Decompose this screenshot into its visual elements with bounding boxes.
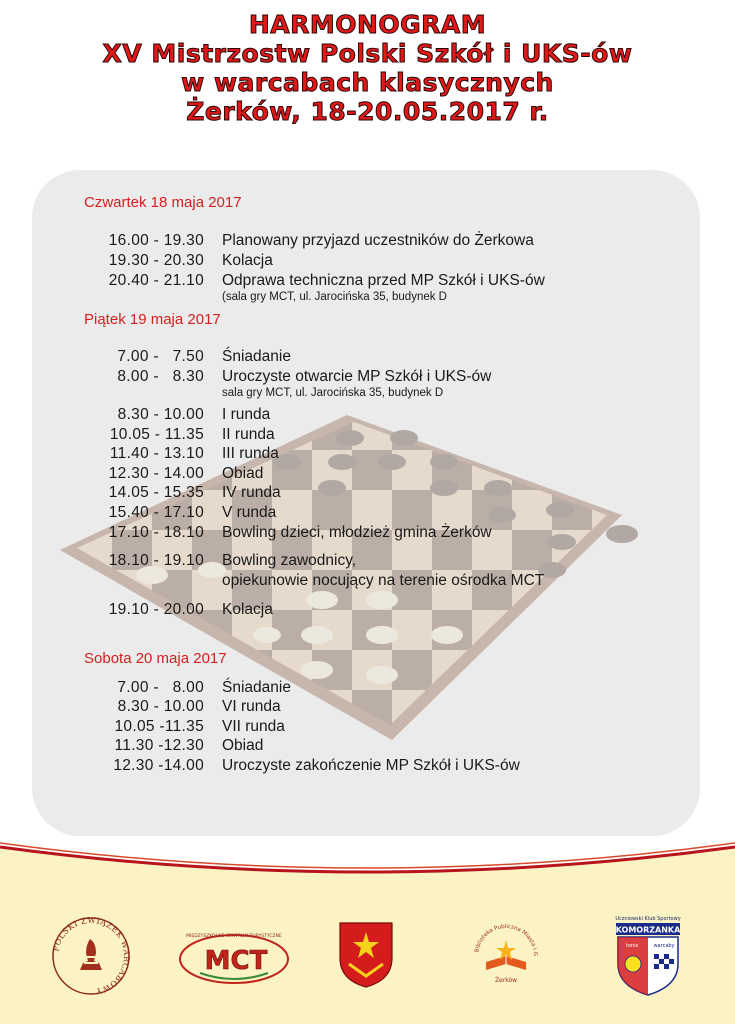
mct-subtitle: MIĘDZYSZKOLNE CENTRUM TURYSTYCZNE	[186, 934, 282, 939]
time-range: 8.00 - 8.30	[117, 368, 204, 385]
title-line-1: HARMONOGRAM	[248, 10, 487, 39]
activity: VI runda	[222, 698, 281, 715]
activity: Bowling zawodnicy,	[222, 552, 357, 569]
time-range: 18.10 - 19.10	[108, 552, 204, 569]
schedule-row	[32, 679, 700, 699]
activity: Bowling dzieci, młodzież gmina Żerków	[222, 524, 492, 541]
mct-logo[interactable]	[178, 925, 290, 987]
activity: III runda	[222, 445, 279, 462]
time-range: 8.30 - 10.00	[117, 406, 204, 423]
schedule-row	[32, 504, 700, 524]
schedule-row	[32, 737, 700, 757]
mct-wordmark: MCT	[204, 946, 268, 976]
poster-title	[0, 10, 735, 126]
time-range: 11.30 -12.30	[114, 737, 204, 754]
schedule-row	[32, 426, 700, 446]
schedule-row	[32, 601, 700, 621]
uks-right-text: warcaby	[653, 943, 675, 949]
pzw-logo[interactable]	[50, 915, 132, 997]
schedule-row	[32, 698, 700, 718]
schedule-row	[32, 718, 700, 738]
uks-name: KOMORZANKA	[615, 925, 681, 935]
activity: Obiad	[222, 737, 264, 754]
time-range: 19.30 - 20.30	[108, 252, 204, 269]
time-range: 10.05 - 11.35	[109, 426, 204, 443]
day-heading-thursday: Czwartek 18 maja 2017	[84, 194, 242, 211]
schedule-row	[32, 232, 700, 252]
library-logo[interactable]	[470, 918, 542, 990]
schedule-row	[32, 368, 700, 388]
time-range: 14.05 - 15.35	[108, 484, 204, 501]
title-line-3: w warcabach klasycznych	[181, 68, 554, 97]
activity: Uroczyste otwarcie MP Szkół i UKS-ów	[222, 368, 492, 385]
coat-of-arms-icon	[337, 920, 395, 990]
title-line-4: Żerków, 18-20.05.2017 r.	[186, 97, 549, 126]
schedule-row	[32, 757, 700, 777]
activity: V runda	[222, 504, 277, 521]
schedule-row	[32, 348, 700, 368]
activity: Obiad	[222, 465, 264, 482]
schedule-row	[32, 272, 700, 292]
uks-komorzanka-logo[interactable]	[610, 912, 686, 998]
library-logo-text: Biblioteka Publiczna Miasta i G	[474, 923, 539, 957]
schedule-row	[32, 465, 700, 485]
time-range: 10.05 -11.35	[114, 718, 204, 735]
activity: VII runda	[222, 718, 285, 735]
pzw-logo-text: POLSKI ZWIĄZEK WARCABOWY	[51, 915, 132, 996]
activity: I runda	[222, 406, 271, 423]
time-range: 15.40 - 17.10	[108, 504, 204, 521]
schedule-panel	[32, 170, 700, 836]
time-range: 11.40 - 13.10	[109, 445, 204, 462]
time-range: 12.30 -14.00	[113, 757, 204, 774]
activity-continued: opiekunowie nocujący na terenie ośrodka MCT	[222, 572, 545, 589]
schedule-row	[32, 445, 700, 465]
day-heading-saturday: Sobota 20 maja 2017	[84, 650, 227, 667]
uks-top-text: Uczniowski Klub Sportowy	[615, 916, 681, 922]
activity: Planowany przyjazd uczestników do Żerkowa	[222, 232, 534, 249]
activity: Śniadanie	[222, 679, 291, 696]
time-range: 20.40 - 21.10	[108, 272, 204, 289]
time-range: 7.00 - 8.00	[117, 679, 204, 696]
activity: Śniadanie	[222, 348, 291, 365]
activity: IV runda	[222, 484, 281, 501]
activity: II runda	[222, 426, 275, 443]
bishop-icon	[80, 939, 102, 970]
library-town: Żerków	[494, 977, 518, 984]
schedule-row	[32, 406, 700, 426]
activity: Uroczyste zakończenie MP Szkół i UKS-ów	[222, 757, 520, 774]
uks-left-text: tenis	[625, 943, 639, 949]
schedule-row	[32, 484, 700, 504]
time-range: 7.00 - 7.50	[117, 348, 204, 365]
time-range: 12.30 - 14.00	[108, 465, 204, 482]
time-range: 19.10 - 20.00	[108, 601, 204, 618]
day-heading-friday: Piątek 19 maja 2017	[84, 311, 221, 328]
activity-note: sala gry MCT, ul. Jarocińska 35, budynek D	[222, 387, 444, 399]
time-range: 8.30 - 10.00	[117, 698, 204, 715]
schedule-row	[32, 252, 700, 272]
schedule-row	[32, 552, 700, 572]
time-range: 16.00 - 19.30	[108, 232, 204, 249]
activity: Kolacja	[222, 252, 273, 269]
activity-note: (sala gry MCT, ul. Jarocińska 35, budynek D	[222, 291, 447, 303]
time-range: 17.10 - 18.10	[108, 524, 204, 541]
schedule	[32, 170, 700, 836]
schedule-row-continued	[32, 572, 700, 592]
activity: Odprawa techniczna przed MP Szkół i UKS-ów	[222, 272, 545, 289]
activity: Kolacja	[222, 601, 273, 618]
title-line-2: XV Mistrzostw Polski Szkół i UKS-ów	[102, 39, 633, 68]
schedule-row	[32, 524, 700, 544]
